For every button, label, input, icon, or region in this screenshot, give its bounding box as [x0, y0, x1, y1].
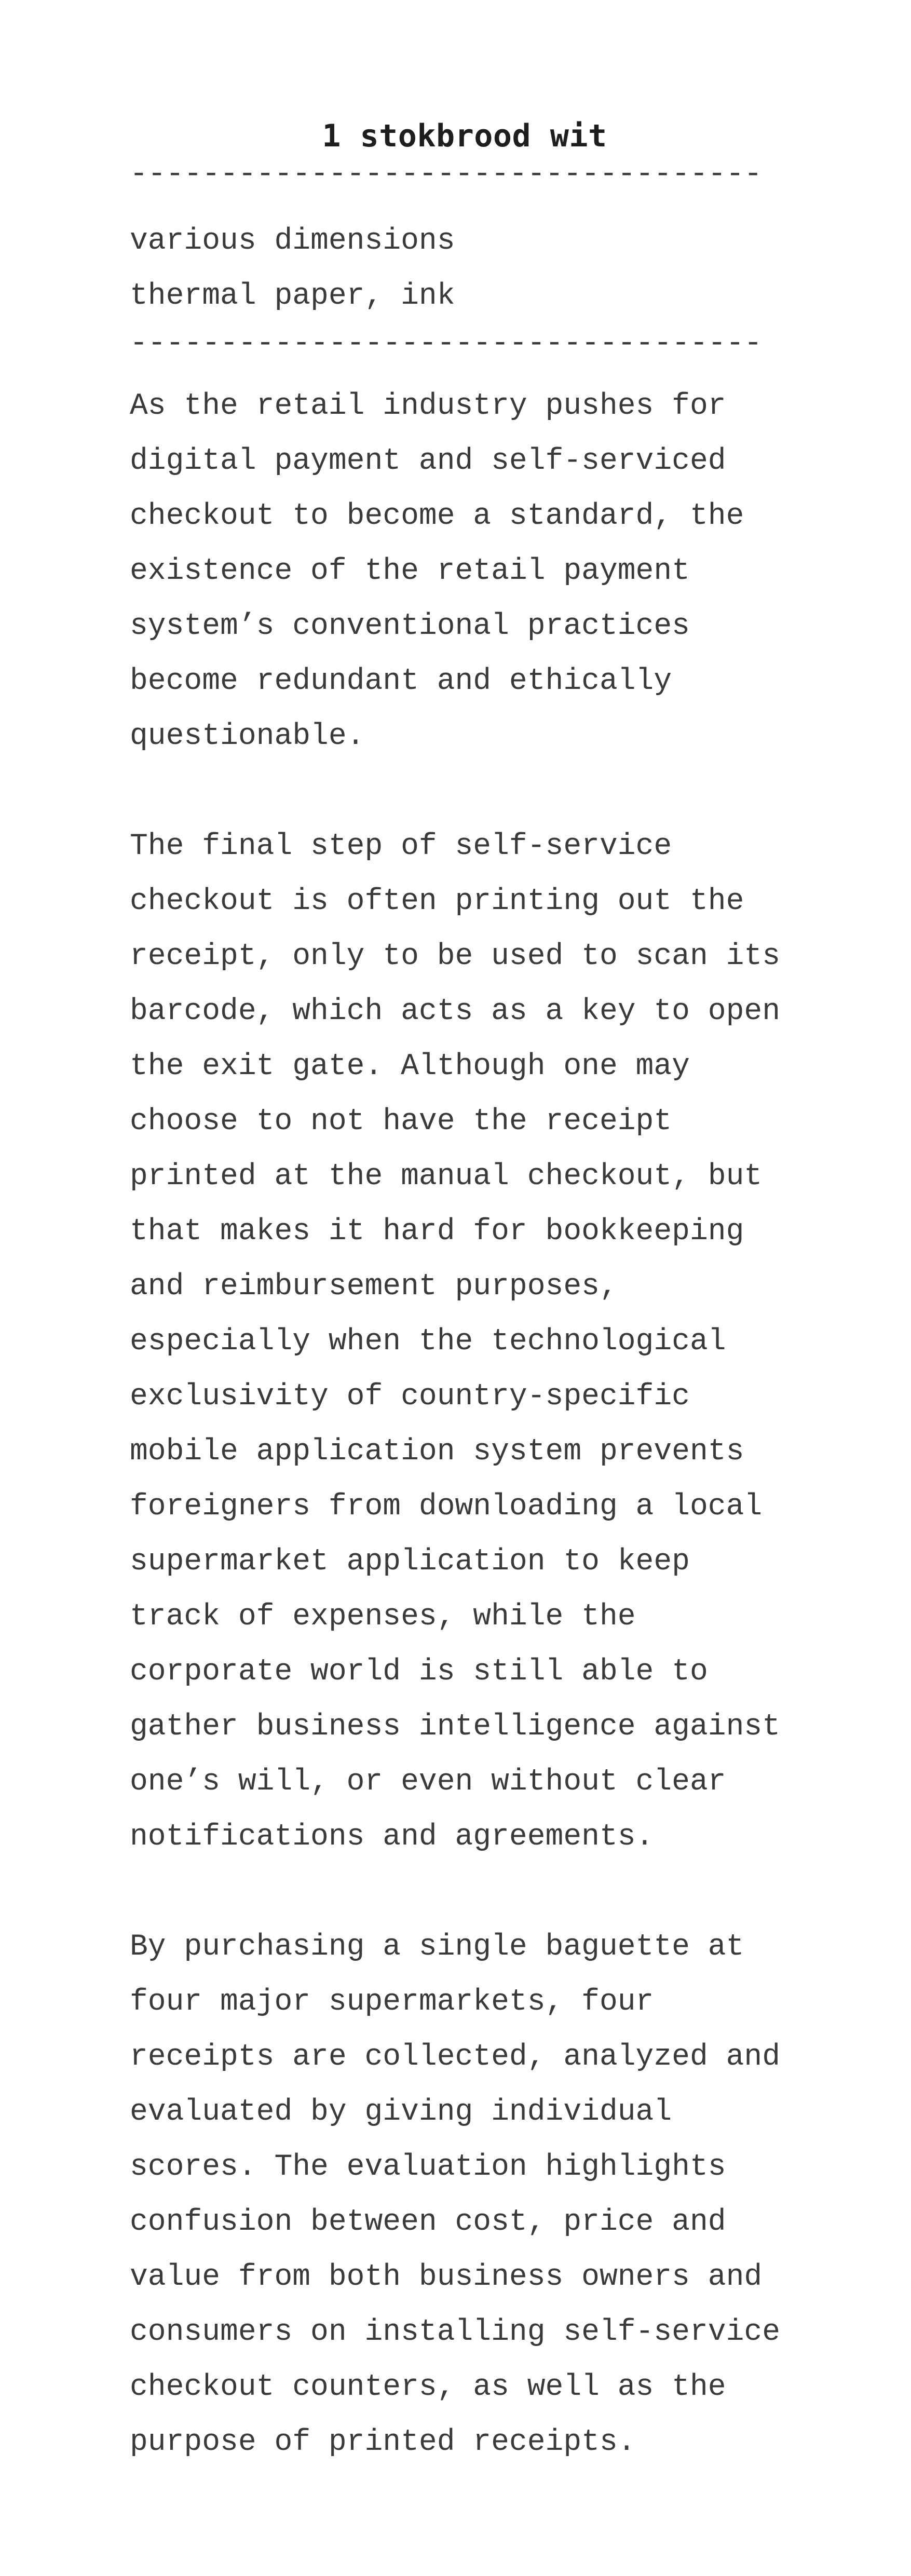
text-line: that makes it hard for bookkeeping: [130, 1215, 744, 1249]
text-line: notifications and agreements.: [130, 1820, 654, 1854]
text-line: one’s will, or even without clear: [130, 1765, 726, 1799]
artwork-materials: thermal paper, ink: [130, 279, 455, 313]
text-line: questionable.: [130, 720, 365, 753]
text-line: four major supermarkets, four: [130, 1985, 654, 2019]
text-line: choose to not have the receipt: [130, 1105, 672, 1138]
text-line: gather business intelligence against: [130, 1710, 781, 1744]
divider-top: -----------------------------------: [130, 160, 763, 190]
text-line: consumers on installing self-service: [130, 2315, 781, 2349]
text-line: value from both business owners and: [130, 2260, 763, 2294]
text-line: receipts are collected, analyzed and: [130, 2040, 781, 2074]
text-line: existence of the retail payment: [130, 554, 690, 588]
text-line: supermarket application to keep: [130, 1545, 690, 1579]
description-paragraph-2: [130, 819, 799, 1865]
description-paragraph-1: [130, 379, 799, 764]
text-line: By purchasing a single baguette at: [130, 1930, 744, 1964]
text-line: checkout is often printing out the: [130, 885, 744, 918]
text-line: and reimbursement purposes,: [130, 1270, 618, 1304]
artwork-description: [130, 359, 799, 2470]
text-line: confusion between cost, price and: [130, 2205, 726, 2239]
text-line: track of expenses, while the: [130, 1600, 636, 1634]
divider-bottom: -----------------------------------: [130, 329, 763, 359]
description-paragraph-3: [130, 1920, 799, 2470]
text-line: become redundant and ethically: [130, 665, 672, 698]
text-line: printed at the manual checkout, but: [130, 1160, 763, 1194]
artwork-meta: [130, 190, 799, 329]
text-line: system’s conventional practices: [130, 609, 690, 643]
text-line: checkout counters, as well as the: [130, 2370, 726, 2404]
text-line: especially when the technological: [130, 1325, 726, 1359]
text-line: scores. The evaluation highlights: [130, 2150, 726, 2184]
text-line: mobile application system prevents: [130, 1435, 744, 1469]
receipt-document: [130, 0, 799, 2525]
text-line: the exit gate. Although one may: [130, 1050, 690, 1083]
text-line: barcode, which acts as a key to open: [130, 995, 781, 1028]
text-line: receipt, only to be used to scan its: [130, 940, 781, 973]
text-line: evaluated by giving individual: [130, 2095, 672, 2129]
text-line: The final step of self-service: [130, 830, 672, 863]
text-line: purpose of printed receipts.: [130, 2425, 636, 2459]
text-line: exclusivity of country-specific: [130, 1380, 690, 1414]
artwork-title: 1 stokbrood wit: [322, 118, 607, 154]
text-line: corporate world is still able to: [130, 1655, 708, 1689]
text-line: foreigners from downloading a local: [130, 1490, 763, 1524]
text-line: As the retail industry pushes for: [130, 389, 726, 423]
artwork-dimensions: various dimensions: [130, 224, 455, 258]
text-line: checkout to become a standard, the: [130, 499, 744, 533]
text-line: digital payment and self-serviced: [130, 444, 726, 478]
